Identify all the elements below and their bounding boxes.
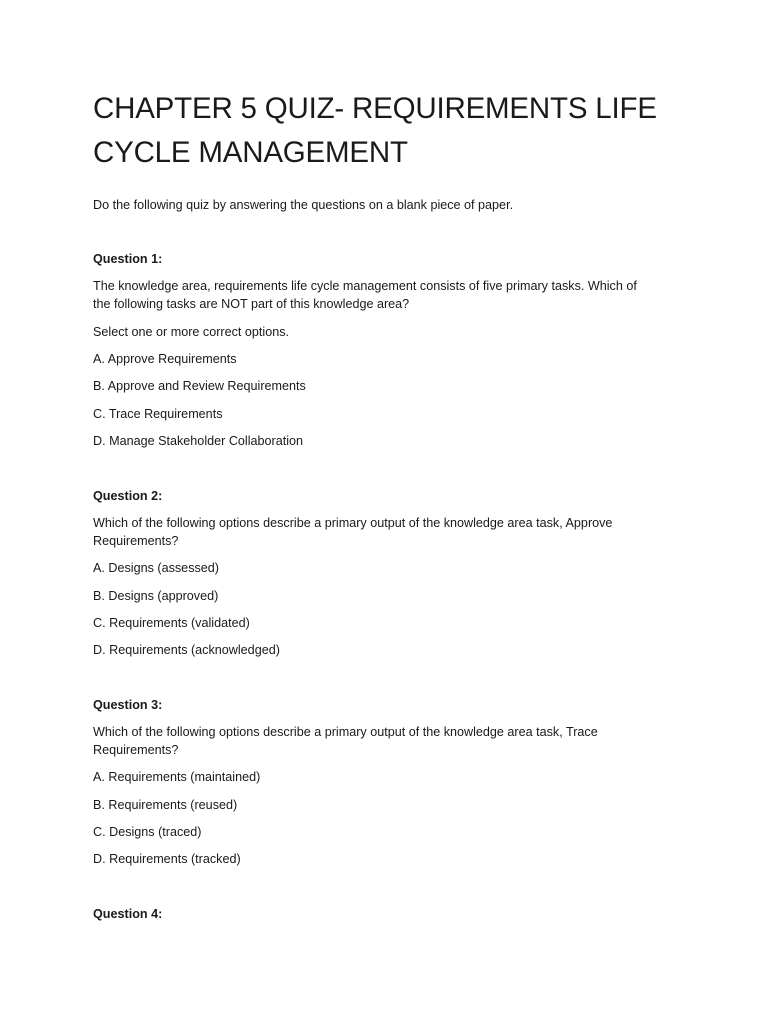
question-1-instruction: Select one or more correct options.: [93, 325, 289, 339]
question-3-heading: Question 3:: [93, 698, 163, 712]
question-1-option-d: D. Manage Stakeholder Collaboration: [93, 434, 304, 448]
question-2-text-line-1: Which of the following options describe a primary output of the knowledge area task, Approve: [93, 516, 613, 530]
question-2-heading: Question 2:: [93, 489, 163, 503]
question-2-text-line-2: Requirements?: [93, 534, 179, 548]
question-3-option-b: B. Requirements (reused): [93, 798, 238, 812]
question-1-option-a: A. Approve Requirements: [93, 352, 237, 366]
question-3-option-c: C. Designs (traced): [93, 825, 202, 839]
question-3-text-line-2: Requirements?: [93, 743, 179, 757]
question-1-heading: Question 1:: [93, 252, 163, 266]
question-3-option-a: A. Requirements (maintained): [93, 770, 261, 784]
question-1-text-line-1: The knowledge area, requirements life cycle management consists of five primary tasks. Which of: [93, 279, 637, 293]
question-3-text-line-1: Which of the following options describe a primary output of the knowledge area task, Trace: [93, 725, 598, 739]
document-title: [93, 87, 693, 175]
question-4-heading: Question 4:: [93, 907, 163, 921]
question-1-option-b: B. Approve and Review Requirements: [93, 379, 306, 393]
question-2-option-b: B. Designs (approved): [93, 589, 219, 603]
question-3-option-d: D. Requirements (tracked): [93, 852, 241, 866]
question-2-option-a: A. Designs (assessed): [93, 561, 219, 575]
question-2-option-c: C. Requirements (validated): [93, 616, 250, 630]
question-1-option-c: C. Trace Requirements: [93, 407, 223, 421]
question-1-text-line-2: the following tasks are NOT part of this knowledge area?: [93, 297, 410, 311]
intro-text: Do the following quiz by answering the questions on a blank piece of paper.: [93, 198, 514, 212]
title-line-2: CYCLE MANAGEMENT: [93, 136, 408, 169]
question-2-option-d: D. Requirements (acknowledged): [93, 643, 280, 657]
title-line-1: CHAPTER 5 QUIZ- REQUIREMENTS LIFE: [93, 92, 657, 125]
